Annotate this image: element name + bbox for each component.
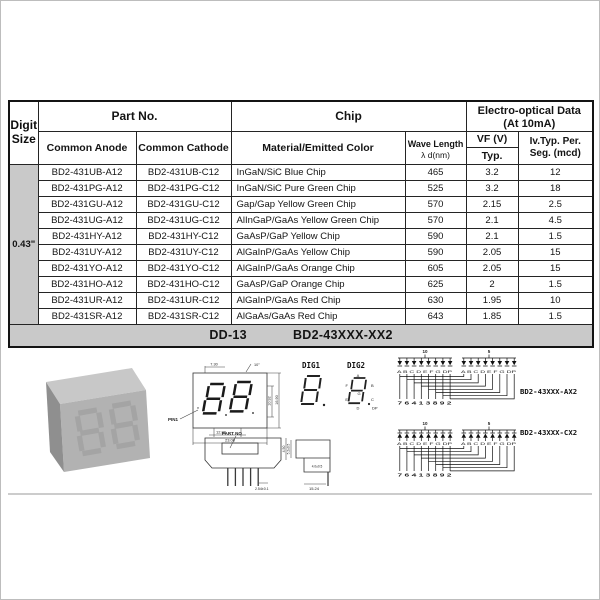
- dim-side-width: 15.24: [308, 486, 320, 491]
- material-cell: AlGaInP/GaAs Orange Chip: [231, 260, 405, 276]
- electro-optical-header: [466, 101, 593, 131]
- wavelength-cell: 590: [405, 244, 466, 260]
- common-cathode-cell: BD2-431GU-C12: [136, 196, 231, 212]
- table-row: [9, 212, 593, 228]
- cathode-circuit-label: BD2-43XXX-CX2: [520, 428, 578, 437]
- material-cell: GaAsP/GaP Yellow Chip: [231, 228, 405, 244]
- anode-circuit-label: BD2-43XXX-AX2: [520, 387, 578, 396]
- vf-cell: 2.15: [466, 196, 518, 212]
- common-anode-cell: BD2-431HO-A12: [38, 276, 136, 292]
- table-row: [9, 308, 593, 324]
- table-footer-row: [9, 324, 593, 347]
- pin1-marker: *: [197, 407, 199, 413]
- common-cathode-cell: BD2-431SR-C12: [136, 308, 231, 324]
- anode-segment-letters-right: A B C D E F G DP: [461, 370, 518, 374]
- table-row: [9, 164, 593, 180]
- common-cathode-cell: BD2-431UY-C12: [136, 244, 231, 260]
- common-anode-cell: BD2-431UB-A12: [38, 164, 136, 180]
- series-part-number: BD2-43XXX-XX2: [292, 328, 393, 343]
- dim-front-height: 16.90: [274, 395, 279, 405]
- iv-cell: 10: [518, 292, 593, 308]
- back-view-drawing: [205, 431, 286, 491]
- common-anode-cell: BD2-431UG-A12: [38, 212, 136, 228]
- dim-slant-angle: 10°: [254, 363, 260, 367]
- cathode-segment-letters-right: A B C D E F G DP: [461, 442, 518, 446]
- wavelength-cell: 465: [405, 164, 466, 180]
- common-cathode-cell: BD2-431HY-C12: [136, 228, 231, 244]
- common-cathode-cell: BD2-431PG-C12: [136, 180, 231, 196]
- electro-line1: Electro-optical Data: [477, 104, 581, 117]
- iv-line2: Seg. (mcd): [529, 147, 581, 159]
- vf-cell: 3.2: [466, 164, 518, 180]
- cathode-common-pin-left: 10: [422, 421, 428, 426]
- wavelength-cell: 630: [405, 292, 466, 308]
- table-row: [9, 180, 593, 196]
- dig2-label: DIG2: [347, 361, 366, 370]
- common-cathode-cell: BD2-431UG-C12: [136, 212, 231, 228]
- spec-table: [8, 100, 594, 348]
- vf-cell: 2.1: [466, 212, 518, 228]
- iv-line1: Iv.Typ. Per.: [529, 135, 581, 147]
- table-row: [9, 292, 593, 308]
- iv-cell: 1.5: [518, 308, 593, 324]
- common-anode-cell: BD2-431UY-A12: [38, 244, 136, 260]
- common-anode-cell: BD2-431GU-A12: [38, 196, 136, 212]
- anode-pin-numbers: 7 6 4 1 3 8 9 2: [397, 400, 453, 406]
- iv-cell: 15: [518, 260, 593, 276]
- iv-header: [518, 131, 593, 164]
- anode-led-symbols: [398, 358, 517, 366]
- wavelength-cell: 525: [405, 180, 466, 196]
- material-cell: Gap/Gap Yellow Green Chip: [231, 196, 405, 212]
- segment-c-label: C: [371, 397, 374, 402]
- package-code: DD-13: [209, 328, 247, 343]
- anode-common-pin-left: 10: [422, 349, 428, 354]
- dim-digit-height: 10.92: [267, 396, 272, 406]
- table-header-row-2: [9, 131, 593, 164]
- dim-digit-pitch: 12.80: [215, 429, 227, 435]
- material-header: Material/Emitted Color: [231, 131, 405, 164]
- material-cell: InGaN/SiC Blue Chip: [231, 164, 405, 180]
- circuit-anode: [397, 349, 577, 406]
- segment-b-label: B: [371, 383, 374, 388]
- vf-header: [466, 131, 518, 164]
- table-row: [9, 260, 593, 276]
- vf-label: VF (V): [467, 132, 518, 148]
- vf-cell: 2.05: [466, 260, 518, 276]
- dim-top-offset: 7.30: [210, 362, 218, 367]
- side-view-drawing: [287, 440, 331, 491]
- segment-reference: [301, 361, 378, 411]
- wavelength-cell: 625: [405, 276, 466, 292]
- dim-back-thickness: 4.50: [281, 445, 286, 453]
- iv-cell: 1.5: [518, 276, 593, 292]
- table-row: [9, 228, 593, 244]
- electro-line2: (At 10mA): [503, 117, 556, 130]
- cathode-led-symbols: [398, 430, 517, 441]
- vf-cell: 1.95: [466, 292, 518, 308]
- iv-cell: 12: [518, 164, 593, 180]
- material-cell: AlGaInP/GaAs Yellow Chip: [231, 244, 405, 260]
- iv-cell: 15: [518, 244, 593, 260]
- iv-cell: 18: [518, 180, 593, 196]
- pin1-label: PIN1: [168, 417, 179, 422]
- common-anode-cell: BD2-431YO-A12: [38, 260, 136, 276]
- table-row: [9, 244, 593, 260]
- anode-segment-letters-left: A B C D E F G DP: [397, 370, 454, 374]
- table-header-row-1: [9, 101, 593, 131]
- segment-f-label: F: [345, 383, 348, 388]
- dim-side-inner: 4.0±0.5: [311, 464, 323, 469]
- iv-cell: 2.5: [518, 196, 593, 212]
- wavelength-cell: 605: [405, 260, 466, 276]
- anode-common-pin-right: 5: [487, 349, 491, 354]
- cathode-common-pin-right: 5: [487, 421, 491, 426]
- common-anode-cell: BD2-431PG-A12: [38, 180, 136, 196]
- common-anode-cell: BD2-431UR-A12: [38, 292, 136, 308]
- segment-g-label: G: [357, 391, 361, 396]
- wavelength-line2: λ d(nm): [421, 149, 450, 160]
- wavelength-cell: 590: [405, 228, 466, 244]
- cathode-segment-letters-left: A B C D E F G DP: [397, 442, 454, 446]
- product-photo: [46, 368, 150, 472]
- dig1-label: DIG1: [302, 361, 321, 370]
- dim-pin-pitch: 2.54±0.1: [255, 487, 269, 491]
- dim-side-thickness: 5.2±0.5: [286, 443, 291, 455]
- material-cell: AlGaInP/GaAs Red Chip: [231, 292, 405, 308]
- wavelength-cell: 570: [405, 196, 466, 212]
- material-cell: InGaN/SiC Pure Green Chip: [231, 180, 405, 196]
- circuit-cathode: [397, 421, 577, 478]
- common-cathode-cell: BD2-431UR-C12: [136, 292, 231, 308]
- common-cathode-cell: BD2-431UB-C12: [136, 164, 231, 180]
- vf-cell: 2.1: [466, 228, 518, 244]
- wavelength-cell: 643: [405, 308, 466, 324]
- part-no-box: [222, 443, 258, 454]
- vf-cell: 2: [466, 276, 518, 292]
- material-cell: GaAsP/GaP Orange Chip: [231, 276, 405, 292]
- iv-cell: 1.5: [518, 228, 593, 244]
- common-anode-cell: BD2-431SR-A12: [38, 308, 136, 324]
- wavelength-line1: Wave Length: [407, 138, 464, 149]
- footer-cell: [9, 324, 593, 347]
- vf-cell: 3.2: [466, 180, 518, 196]
- segment-d-label: D: [356, 405, 360, 411]
- mechanical-drawings: [8, 346, 592, 506]
- common-cathode-header: Common Cathode: [136, 131, 231, 164]
- common-cathode-cell: BD2-431HO-C12: [136, 276, 231, 292]
- wavelength-header: [405, 131, 466, 164]
- vf-cell: 2.05: [466, 244, 518, 260]
- segment-a-label: A: [356, 373, 360, 378]
- digit-size-value: 0.43": [9, 164, 38, 324]
- common-cathode-cell: BD2-431YO-C12: [136, 260, 231, 276]
- common-anode-cell: BD2-431HY-A12: [38, 228, 136, 244]
- iv-cell: 4.5: [518, 212, 593, 228]
- part-no-header: Part No.: [38, 101, 231, 131]
- vf-cell: 1.85: [466, 308, 518, 324]
- material-cell: AlGaAs/GaAs Red Chip: [231, 308, 405, 324]
- cathode-pin-numbers: 7 6 4 1 3 8 9 2: [397, 472, 453, 478]
- segment-e-label: E: [345, 397, 348, 402]
- chip-header: Chip: [231, 101, 466, 131]
- part-no-label: PART NO: [222, 431, 242, 436]
- material-cell: AlInGaP/GaAs Yellow Green Chip: [231, 212, 405, 228]
- digit-size-header: Digit Size: [9, 101, 38, 164]
- segment-dp-label: DP: [372, 405, 378, 411]
- wavelength-cell: 570: [405, 212, 466, 228]
- dim-front-width: 23.00: [224, 437, 236, 443]
- vf-typ-label: Typ.: [481, 149, 503, 162]
- table-row: [9, 276, 593, 292]
- table-row: [9, 196, 593, 212]
- common-anode-header: Common Anode: [38, 131, 136, 164]
